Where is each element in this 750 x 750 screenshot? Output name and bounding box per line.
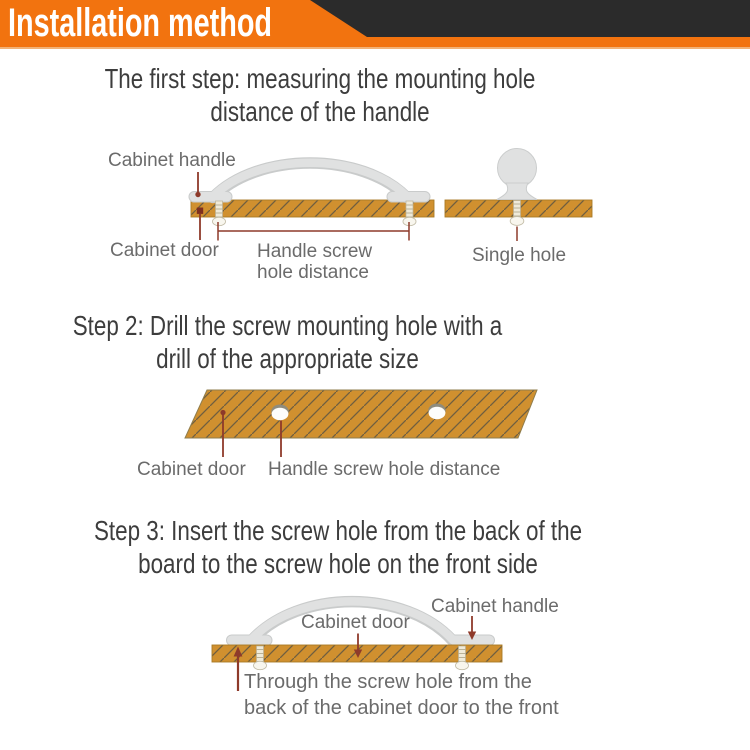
cabinet-door-label: Cabinet door (110, 240, 219, 261)
insert-note-line1: Through the screw hole from the (244, 671, 532, 693)
drilled-board (185, 390, 537, 438)
single-hole-knob-illustration (497, 149, 537, 242)
step2-heading-line1: Step 2: Drill the screw mounting hole with a (72, 310, 503, 341)
drill-hole-right (428, 404, 445, 420)
cabinet-handle-label: Cabinet handle (108, 150, 236, 171)
cabinet-door-label: Cabinet door (301, 612, 410, 633)
screw-distance-label-line2: hole distance (257, 261, 369, 283)
step3-heading (74, 514, 602, 580)
cabinet-door-board (191, 200, 434, 217)
screw-distance-label: Handle screw hole distance (268, 459, 501, 480)
step3-heading-line1: Step 3: Insert the screw hole from the back of the (93, 515, 583, 546)
step1-heading (64, 62, 576, 128)
step2-heading (58, 309, 518, 375)
single-hole-label: Single hole (472, 245, 567, 266)
banner-dark-trapezoid (310, 0, 750, 37)
cabinet-handle-label: Cabinet handle (431, 596, 559, 617)
step3-heading-line2: board to the screw hole on the front side (138, 548, 538, 579)
step2-heading-line2: drill of the appropriate size (156, 343, 419, 374)
insert-note-label (244, 670, 559, 721)
cabinet-door-pointer (197, 208, 203, 241)
insert-note-line2: back of the cabinet door to the front (244, 696, 559, 719)
screw-distance-dimension-line (218, 222, 409, 241)
cabinet-handle-pointer (195, 172, 200, 197)
screw-distance-label-line1: Handle screw (257, 241, 373, 262)
header-banner (0, 0, 750, 49)
page-title: Installation method (8, 1, 273, 45)
screw-distance-label (257, 242, 372, 283)
cabinet-door-label: Cabinet door (137, 459, 246, 480)
step1-heading-line1: The first step: measuring the mounting hole (104, 63, 536, 94)
drill-hole-left (271, 405, 288, 421)
step1-heading-line2: distance of the handle (210, 96, 430, 127)
